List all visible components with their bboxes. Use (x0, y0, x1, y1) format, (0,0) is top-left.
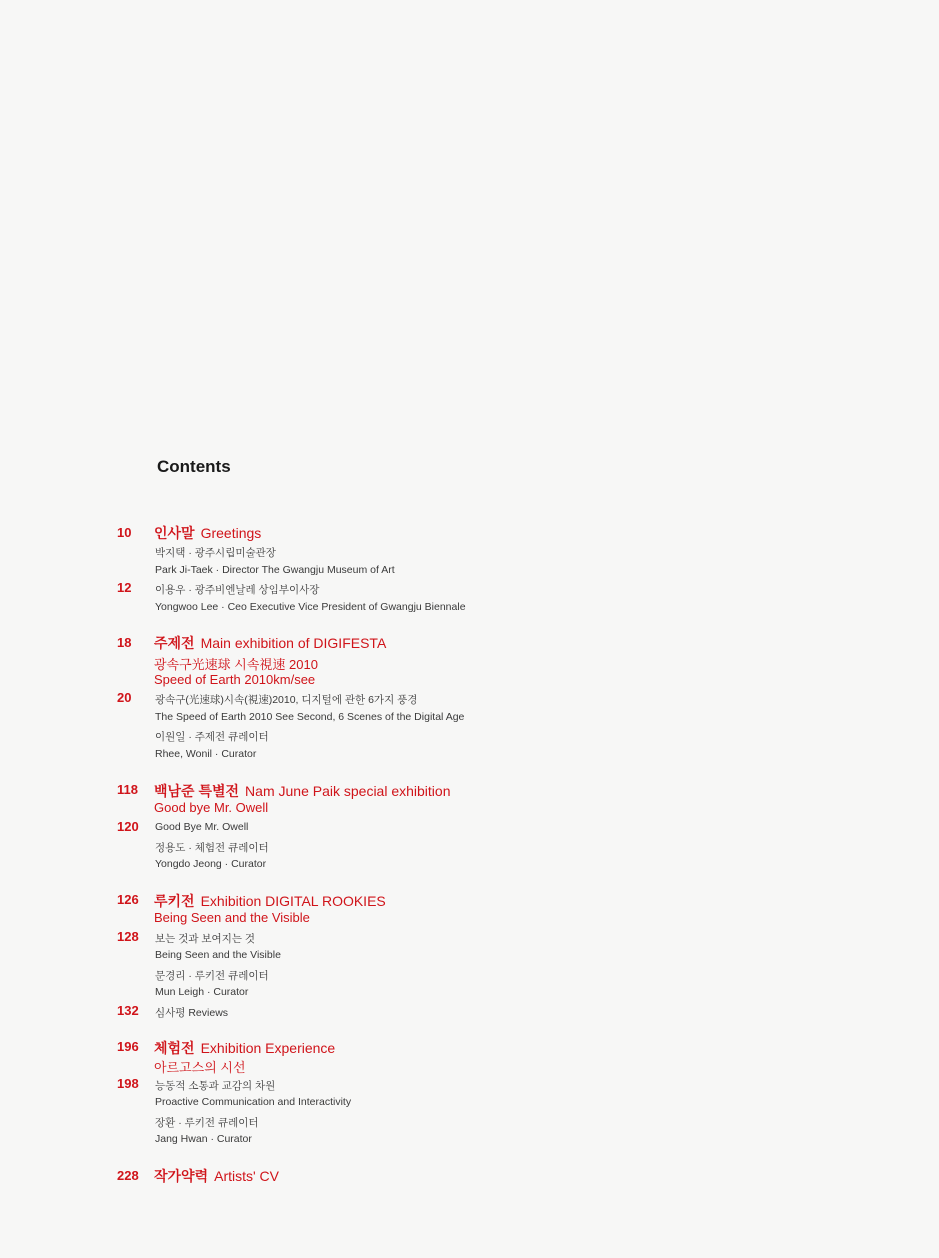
section-heading (154, 1166, 279, 1186)
page-number: 132 (117, 1003, 139, 1018)
entry-line: 문경리 · 루키전 큐레이터 (155, 970, 269, 982)
section-heading-en: Greetings (200, 525, 262, 541)
section-heading-ko: 주제전 (154, 635, 195, 651)
entry-line: 광속구(光速球)시속(視速)2010, 디지털에 관한 6가지 풍경 (155, 694, 418, 706)
entry-line: 심사평 Reviews (155, 1007, 229, 1019)
entry-line: Jang Hwan · Curator (155, 1133, 252, 1145)
section-heading (154, 523, 261, 543)
entry-line: Rhee, Wonil · Curator (155, 748, 257, 760)
section-heading-ko: 작가약력 (154, 1168, 209, 1184)
entry-line: Being Seen and the Visible (155, 949, 281, 961)
entry-line: 능동적 소통과 교감의 차원 (155, 1080, 276, 1092)
page-number: 196 (117, 1039, 139, 1054)
entry-line: 이용우 · 광주비엔날레 상임부이사장 (155, 584, 320, 596)
page-number: 198 (117, 1076, 139, 1091)
section-heading-ko: 인사말 (154, 525, 195, 541)
section-heading-en: Nam June Paik special exhibition (245, 783, 451, 799)
section-heading (154, 891, 386, 911)
entry-line: Yongwoo Lee · Ceo Executive Vice President of Gwangju Biennale (155, 601, 466, 613)
entry-line: 정용도 · 체험전 큐레이터 (155, 842, 269, 854)
section-heading (154, 1038, 335, 1058)
page-number: 126 (117, 892, 139, 907)
section-heading-ko: 체험전 (154, 1040, 195, 1056)
section-subtitle: 아르고스의 시선 (154, 1060, 246, 1075)
section-subtitle: Good bye Mr. Owell (154, 800, 269, 815)
page-number: 10 (117, 525, 132, 540)
page-number: 12 (117, 580, 132, 595)
entry-line: 보는 것과 보여지는 것 (155, 933, 256, 945)
entry-line: 이원일 · 주제전 큐레이터 (155, 731, 269, 743)
section-heading-ko: 백남준 특별전 (154, 783, 240, 799)
page-number: 118 (117, 782, 138, 797)
section-subtitle: Being Seen and the Visible (154, 910, 310, 925)
entry-line: Park Ji-Taek · Director The Gwangju Museum of Art (155, 564, 395, 576)
entry-line: Mun Leigh · Curator (155, 986, 249, 998)
section-heading-ko: 루키전 (154, 893, 195, 909)
section-heading (154, 781, 451, 801)
page-number: 128 (117, 929, 139, 944)
page-title: Contents (157, 457, 231, 476)
section-heading-en: Exhibition DIGITAL ROOKIES (200, 893, 386, 909)
entry-line: Proactive Communication and Interactivity (155, 1096, 352, 1108)
entry-line: Good Bye Mr. Owell (155, 821, 249, 833)
section-heading-en: Main exhibition of DIGIFESTA (200, 635, 387, 651)
page-number: 20 (117, 690, 132, 705)
entry-line: Yongdo Jeong · Curator (155, 858, 267, 870)
section-heading-en: Exhibition Experience (200, 1040, 336, 1056)
entry-line: 박지택 · 광주시립미술관장 (155, 547, 276, 559)
page-number: 18 (117, 635, 132, 650)
section-subtitle: Speed of Earth 2010km/see (154, 672, 316, 687)
section-heading (154, 633, 386, 653)
entry-line: 장환 · 루키전 큐레이터 (155, 1117, 259, 1129)
entry-line: The Speed of Earth 2010 See Second, 6 Scenes of the Digital Age (155, 711, 465, 723)
page-number: 120 (117, 819, 139, 834)
section-subtitle: 광속구光速球 시속視速 2010 (154, 657, 318, 672)
page-number: 228 (117, 1168, 139, 1183)
section-heading-en: Artists' CV (214, 1168, 280, 1184)
